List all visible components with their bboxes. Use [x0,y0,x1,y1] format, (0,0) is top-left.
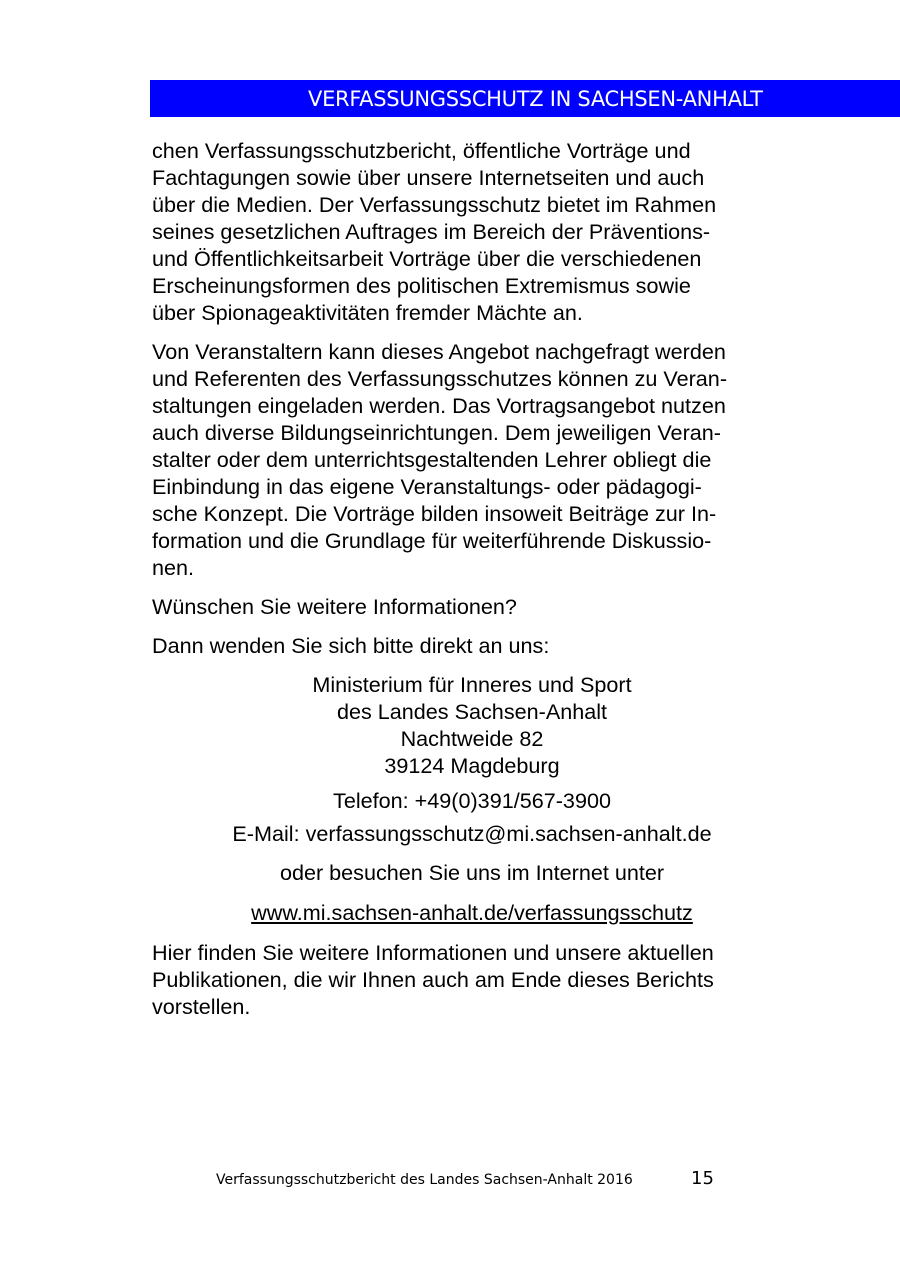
text-line: Publikationen, die wir Ihnen auch am Ende dieses Berichts [152,967,714,992]
text-line: sche Konzept. Die Vorträge bilden insoweit Beiträge zur In- [152,501,717,526]
address-line: 39124 Magdeburg [384,753,560,778]
contact-intro: Dann wenden Sie sich bitte direkt an uns: [152,633,550,658]
text-line: Fachtagungen sowie über unsere Internetseiten und auch [152,165,705,190]
footer-text: Verfassungsschutzbericht des Landes Sachsen-Anhalt 2016 [216,1172,633,1188]
text-line: staltungen eingeladen werden. Das Vortragsangebot nutzen [152,393,726,418]
text-line: seines gesetzlichen Auftrages im Bereich der Präventions- [152,219,711,244]
text-line: Hier finden Sie weitere Informationen und unsere aktuellen [152,940,714,965]
text-line: chen Verfassungsschutzbericht, öffentliche Vorträge und [152,138,691,163]
text-line: Von Veranstaltern kann dieses Angebot nachgefragt werden [152,339,726,364]
page-number: 15 [691,1168,714,1189]
main-content [152,137,792,1032]
postal-address [152,671,792,779]
text-line: vorstellen. [152,994,251,1019]
text-line: über die Medien. Der Verfassungsschutz bietet im Rahmen [152,192,717,217]
header-title: VERFASSUNGSSCHUTZ IN SACHSEN-ANHALT [308,87,763,111]
text-line: stalter oder dem unterrichtsgestaltenden Lehrer obliegt die [152,447,712,472]
text-line: nen. [152,555,195,580]
paragraph-lecture-offer [152,338,792,581]
text-line: formation und die Grundlage für weiterführende Diskussio- [152,528,712,553]
website-container [152,899,792,926]
text-line: Erscheinungsformen des politischen Extremismus sowie [152,273,691,298]
email-address: E-Mail: verfassungsschutz@mi.sachsen-anhalt.de [232,821,712,846]
header-banner [150,80,900,117]
website-link[interactable]: www.mi.sachsen-anhalt.de/verfassungsschutz [251,900,693,925]
phone-number: Telefon: +49(0)391/567-3900 [333,788,611,813]
paragraph-info-offer [152,137,792,326]
address-line: des Landes Sachsen-Anhalt [336,699,608,724]
text-line: und Öffentlichkeitsarbeit Vorträge über die verschiedenen [152,246,702,271]
address-line: Nachtweide 82 [400,726,544,751]
address-line: Ministerium für Inneres und Sport [312,672,632,697]
internet-intro: oder besuchen Sie uns im Internet unter [279,860,665,885]
question-text: Wünschen Sie weitere Informationen? [152,594,517,619]
closing-paragraph [152,939,792,1020]
text-line: Einbindung in das eigene Veranstaltungs- oder pädagogi- [152,474,702,499]
text-line: über Spionageaktivitäten fremder Mächte an. [152,300,583,325]
text-line: und Referenten des Verfassungsschutzes können zu Veran- [152,366,728,391]
text-line: auch diverse Bildungseinrichtungen. Dem jeweiligen Veran- [152,420,721,445]
